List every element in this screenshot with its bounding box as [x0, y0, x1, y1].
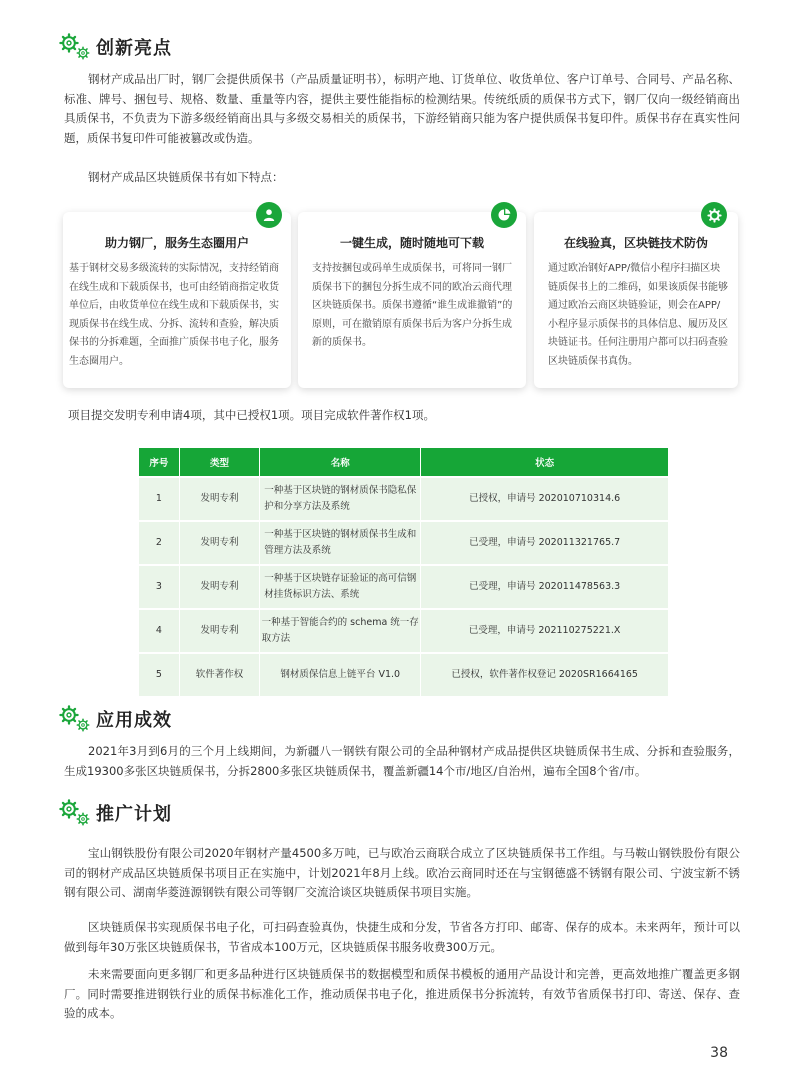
- row-number: 3: [139, 565, 179, 609]
- card-title: 助力钢厂，服务生态圈用户: [104, 236, 249, 250]
- feature-card-3: [534, 212, 738, 388]
- row-status: 已授权，软件著作权登记 2020SR1664165: [421, 653, 668, 696]
- row-type: 软件著作权: [179, 653, 259, 696]
- row-name: 钢材质保信息上链平台 V1.0: [260, 653, 421, 696]
- section-title: 推广计划: [96, 804, 172, 825]
- row-number: 4: [139, 609, 179, 653]
- application-paragraph: 2021年3月到6月的三个月上线期间，为新疆八一钢铁有限公司的全品种钢材产成品提供区块链质保书生成、分拆和查验服务，生成19300多张区块链质保书，分拆2800多张区块链质保书，覆盖新疆14个市/地区/自治州，遍布全国8个省/市。: [64, 744, 740, 778]
- table-row: [139, 565, 668, 609]
- table-row: [139, 521, 668, 565]
- row-number: 2: [139, 521, 179, 565]
- row-number: 1: [139, 477, 179, 521]
- promotion-paragraph-3: 未来需要面向更多钢厂和更多品种进行区块链质保书的数据模型和质保书模板的通用产品设计和完善，更高效地推广覆盖更多钢厂。同时需要推进钢铁行业的质保书标准化工作，推动质保书电子化，推进质保书分拆流转，有效节省质保书打印、寄送、保存、查验的成本。: [64, 967, 740, 1020]
- row-name: 一种基于区块链的钢材质保书隐私保 护和分享方法及系统: [260, 477, 421, 521]
- row-status: 已授权，申请号 202010710314.6: [421, 477, 668, 521]
- table-header-row: [139, 448, 668, 477]
- gears-icon: [58, 32, 94, 62]
- section-title: 应用成效: [96, 710, 172, 731]
- feature-card-2: [298, 212, 526, 388]
- user-icon: [256, 202, 282, 228]
- innovation-paragraph-2: 钢材产成品区块链质保书有如下特点：: [88, 170, 284, 184]
- table-row: [139, 477, 668, 521]
- section-title: 创新亮点: [96, 38, 172, 59]
- gear-icon: [701, 202, 727, 228]
- section-heading-promotion: [58, 798, 172, 828]
- patent-intro: 项目提交发明专利申请4项，其中已授权1项。项目完成软件著作权1项。: [68, 408, 435, 422]
- column-header: 状态: [421, 448, 668, 477]
- row-status: 已受理，申请号 202011478563.3: [421, 565, 668, 609]
- row-status: 已受理，申请号 202110275221.X: [421, 609, 668, 653]
- gears-icon: [58, 704, 94, 734]
- row-name: 一种基于区块链存证验证的高可信钢 材挂货标识方法、系统: [260, 565, 421, 609]
- card-text: 基于钢材交易多级流转的实际情况，支持经销商在线生成和下载质保书，也可由经销商指定收货单位后，由收货单位在线生成和下载质保书，实现质保书在线生成、分拆、流转和查验，解决质保书的分拆难题，全面推广质保书电子化，服务生态圈用户。: [69, 263, 279, 367]
- table-row: [139, 653, 668, 696]
- pie-chart-icon: [491, 202, 517, 228]
- row-type: 发明专利: [179, 565, 259, 609]
- column-header: 名称: [260, 448, 421, 477]
- row-name: 一种基于智能合约的 schema 统一存 取方法: [260, 609, 421, 653]
- promotion-paragraph-1: 宝山钢铁股份有限公司2020年钢材产量4500多万吨，已与欧冶云商联合成立了区块链质保书工作组。与马鞍山钢铁股份有限公司的钢材产成品区块链质保书项目正在实施中，计划2021年8月上线。欧冶云商同时还在与宝钢德盛不锈钢有限公司、宁波宝新不锈钢有限公司、湖南华菱涟源钢铁有限公司等钢厂交流洽谈区块链质保书项目实施。: [64, 846, 740, 899]
- section-heading-application: [58, 704, 172, 734]
- promotion-paragraph-2: 区块链质保书实现质保书电子化，可扫码查验真伪，快捷生成和分发，节省各方打印、邮寄、保存的成本。未来两年，预计可以做到每年30万张区块链质保书，节省成本100万元，区块链质保书服务收费300万元。: [64, 920, 740, 954]
- gears-icon: [58, 798, 94, 828]
- row-name: 一种基于区块链的钢材质保书生成和 管理方法及系统: [260, 521, 421, 565]
- innovation-paragraph-1: 钢材产成品出厂时，钢厂会提供质保书（产品质量证明书），标明产地、订货单位、收货单位、客户订单号、合同号、产品名称、标准、牌号、捆包号、规格、数量、重量等内容，提供主要性能指标的检测结果。传统纸质的质保书方式下，钢厂仅向一级经销商出具质保书，不负责为下游多级经销商出具与多级交易相关的质保书，下游经销商只能为客户提供质保书复印件。质保书存在真实性问题，质保书复印件可能被篡改或伪造。: [64, 72, 740, 145]
- row-type: 发明专利: [179, 609, 259, 653]
- column-header: 序号: [139, 448, 179, 477]
- feature-card-1: [63, 212, 291, 388]
- section-heading-innovation: [58, 32, 172, 62]
- row-status: 已受理，申请号 202011321765.7: [421, 521, 668, 565]
- row-number: 5: [139, 653, 179, 696]
- row-type: 发明专利: [179, 521, 259, 565]
- card-text: 通过欧冶钢好APP/微信小程序扫描区块链质保书上的二维码，如果该质保书能够通过欧冶云商区块链验证，则会在APP/小程序显示质保书的具体信息、履历及区块链证书。任何注册用户都可以扫码查验区块链质保书真伪。: [548, 263, 728, 367]
- table-row: [139, 609, 668, 653]
- column-header: 类型: [179, 448, 259, 477]
- card-title: 在线验真，区块链技术防伪: [563, 236, 708, 250]
- card-title: 一键生成，随时随地可下载: [339, 236, 484, 250]
- page-number: 38: [710, 1045, 728, 1061]
- row-type: 发明专利: [179, 477, 259, 521]
- card-text: 支持按捆包或码单生成质保书，可将同一钢厂质保书下的捆包分拆生成不同的欧冶云商代理区块链质保书。质保书遵循“谁生成谁撤销”的原则，可在撤销原有质保书后为客户分拆生成新的质保书。: [312, 263, 513, 348]
- patent-table: [139, 448, 668, 696]
